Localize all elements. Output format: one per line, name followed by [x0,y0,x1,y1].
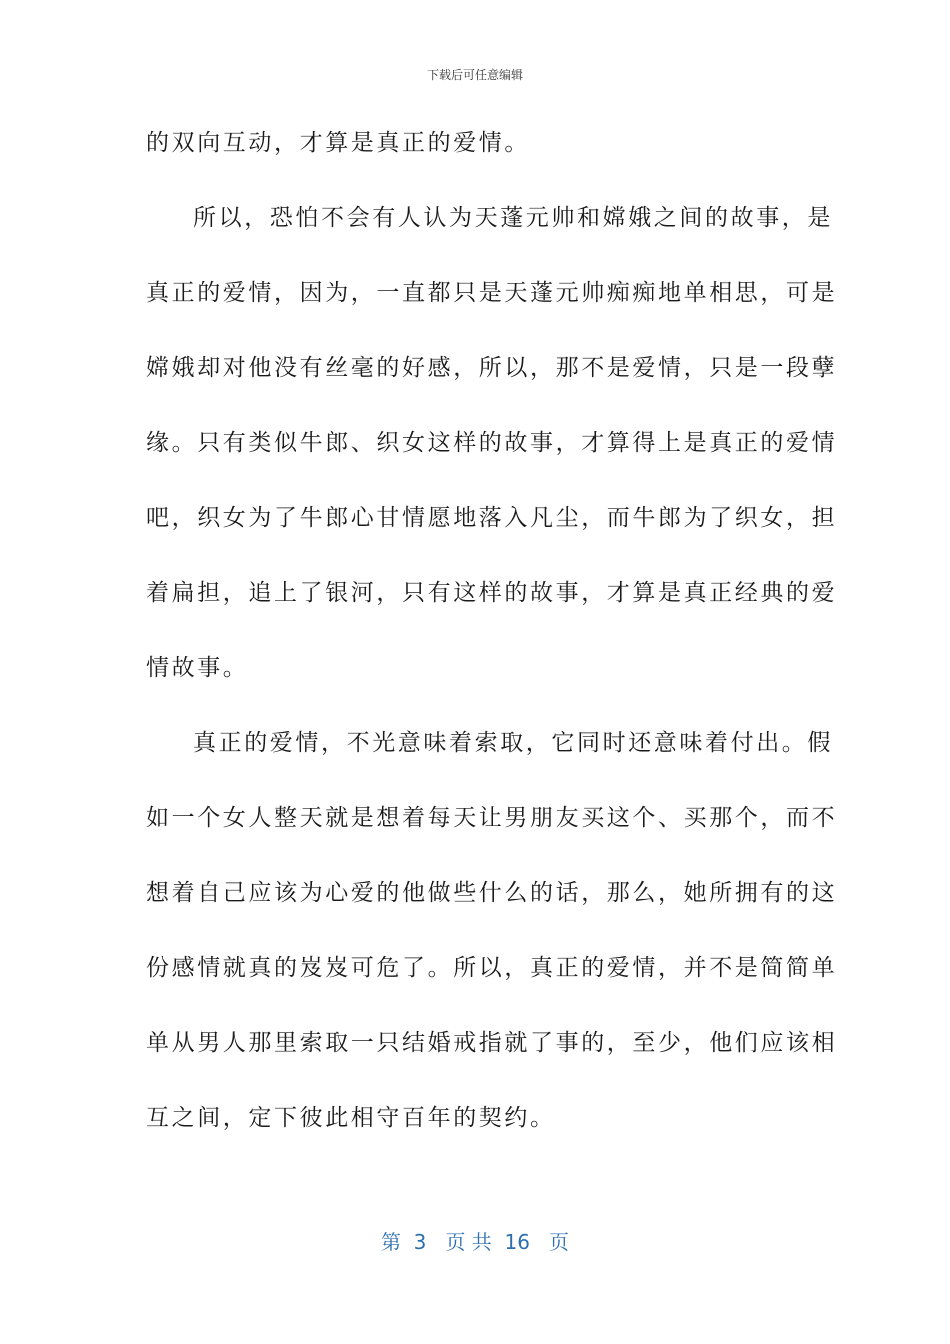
text-line: 缘。只有类似牛郎、织女这样的故事，才算得上是真正的爱情 [146,430,838,456]
text-line: 想着自己应该为心爱的他做些什么的话，那么，她所拥有的这 [146,880,838,906]
text-line: 吧，织女为了牛郎心甘情愿地落入凡尘，而牛郎为了织女，担 [146,505,838,531]
page-header: 下载后可任意编辑 [426,68,523,82]
text-line: 真正的爱情，因为，一直都只是天蓬元帅痴痴地单相思，可是 [146,280,838,306]
text-line: 的双向互动，才算是真正的爱情。 [146,130,530,156]
text-line: 份感情就真的岌岌可危了。所以，真正的爱情，并不是简简单 [146,955,838,981]
text-line: 真正的爱情，不光意味着索取，它同时还意味着付出。假 [193,730,833,756]
text-line: 互之间，定下彼此相守百年的契约。 [146,1105,556,1131]
text-line: 着扁担，追上了银河，只有这样的故事，才算是真正经典的爱 [146,580,838,606]
text-line: 情故事。 [146,655,249,681]
text-line: 如一个女人整天就是想着每天让男朋友买这个、买那个，而不 [146,805,838,831]
text-line: 所以，恐怕不会有人认为天蓬元帅和嫦娥之间的故事，是 [193,205,833,231]
text-line: 嫦娥却对他没有丝毫的好感，所以，那不是爱情，只是一段孽 [146,355,838,381]
page-number-footer: 第 3 页 共 16 页 [380,1230,570,1254]
text-line: 单从男人那里索取一只结婚戒指就了事的，至少，他们应该相 [146,1030,838,1056]
